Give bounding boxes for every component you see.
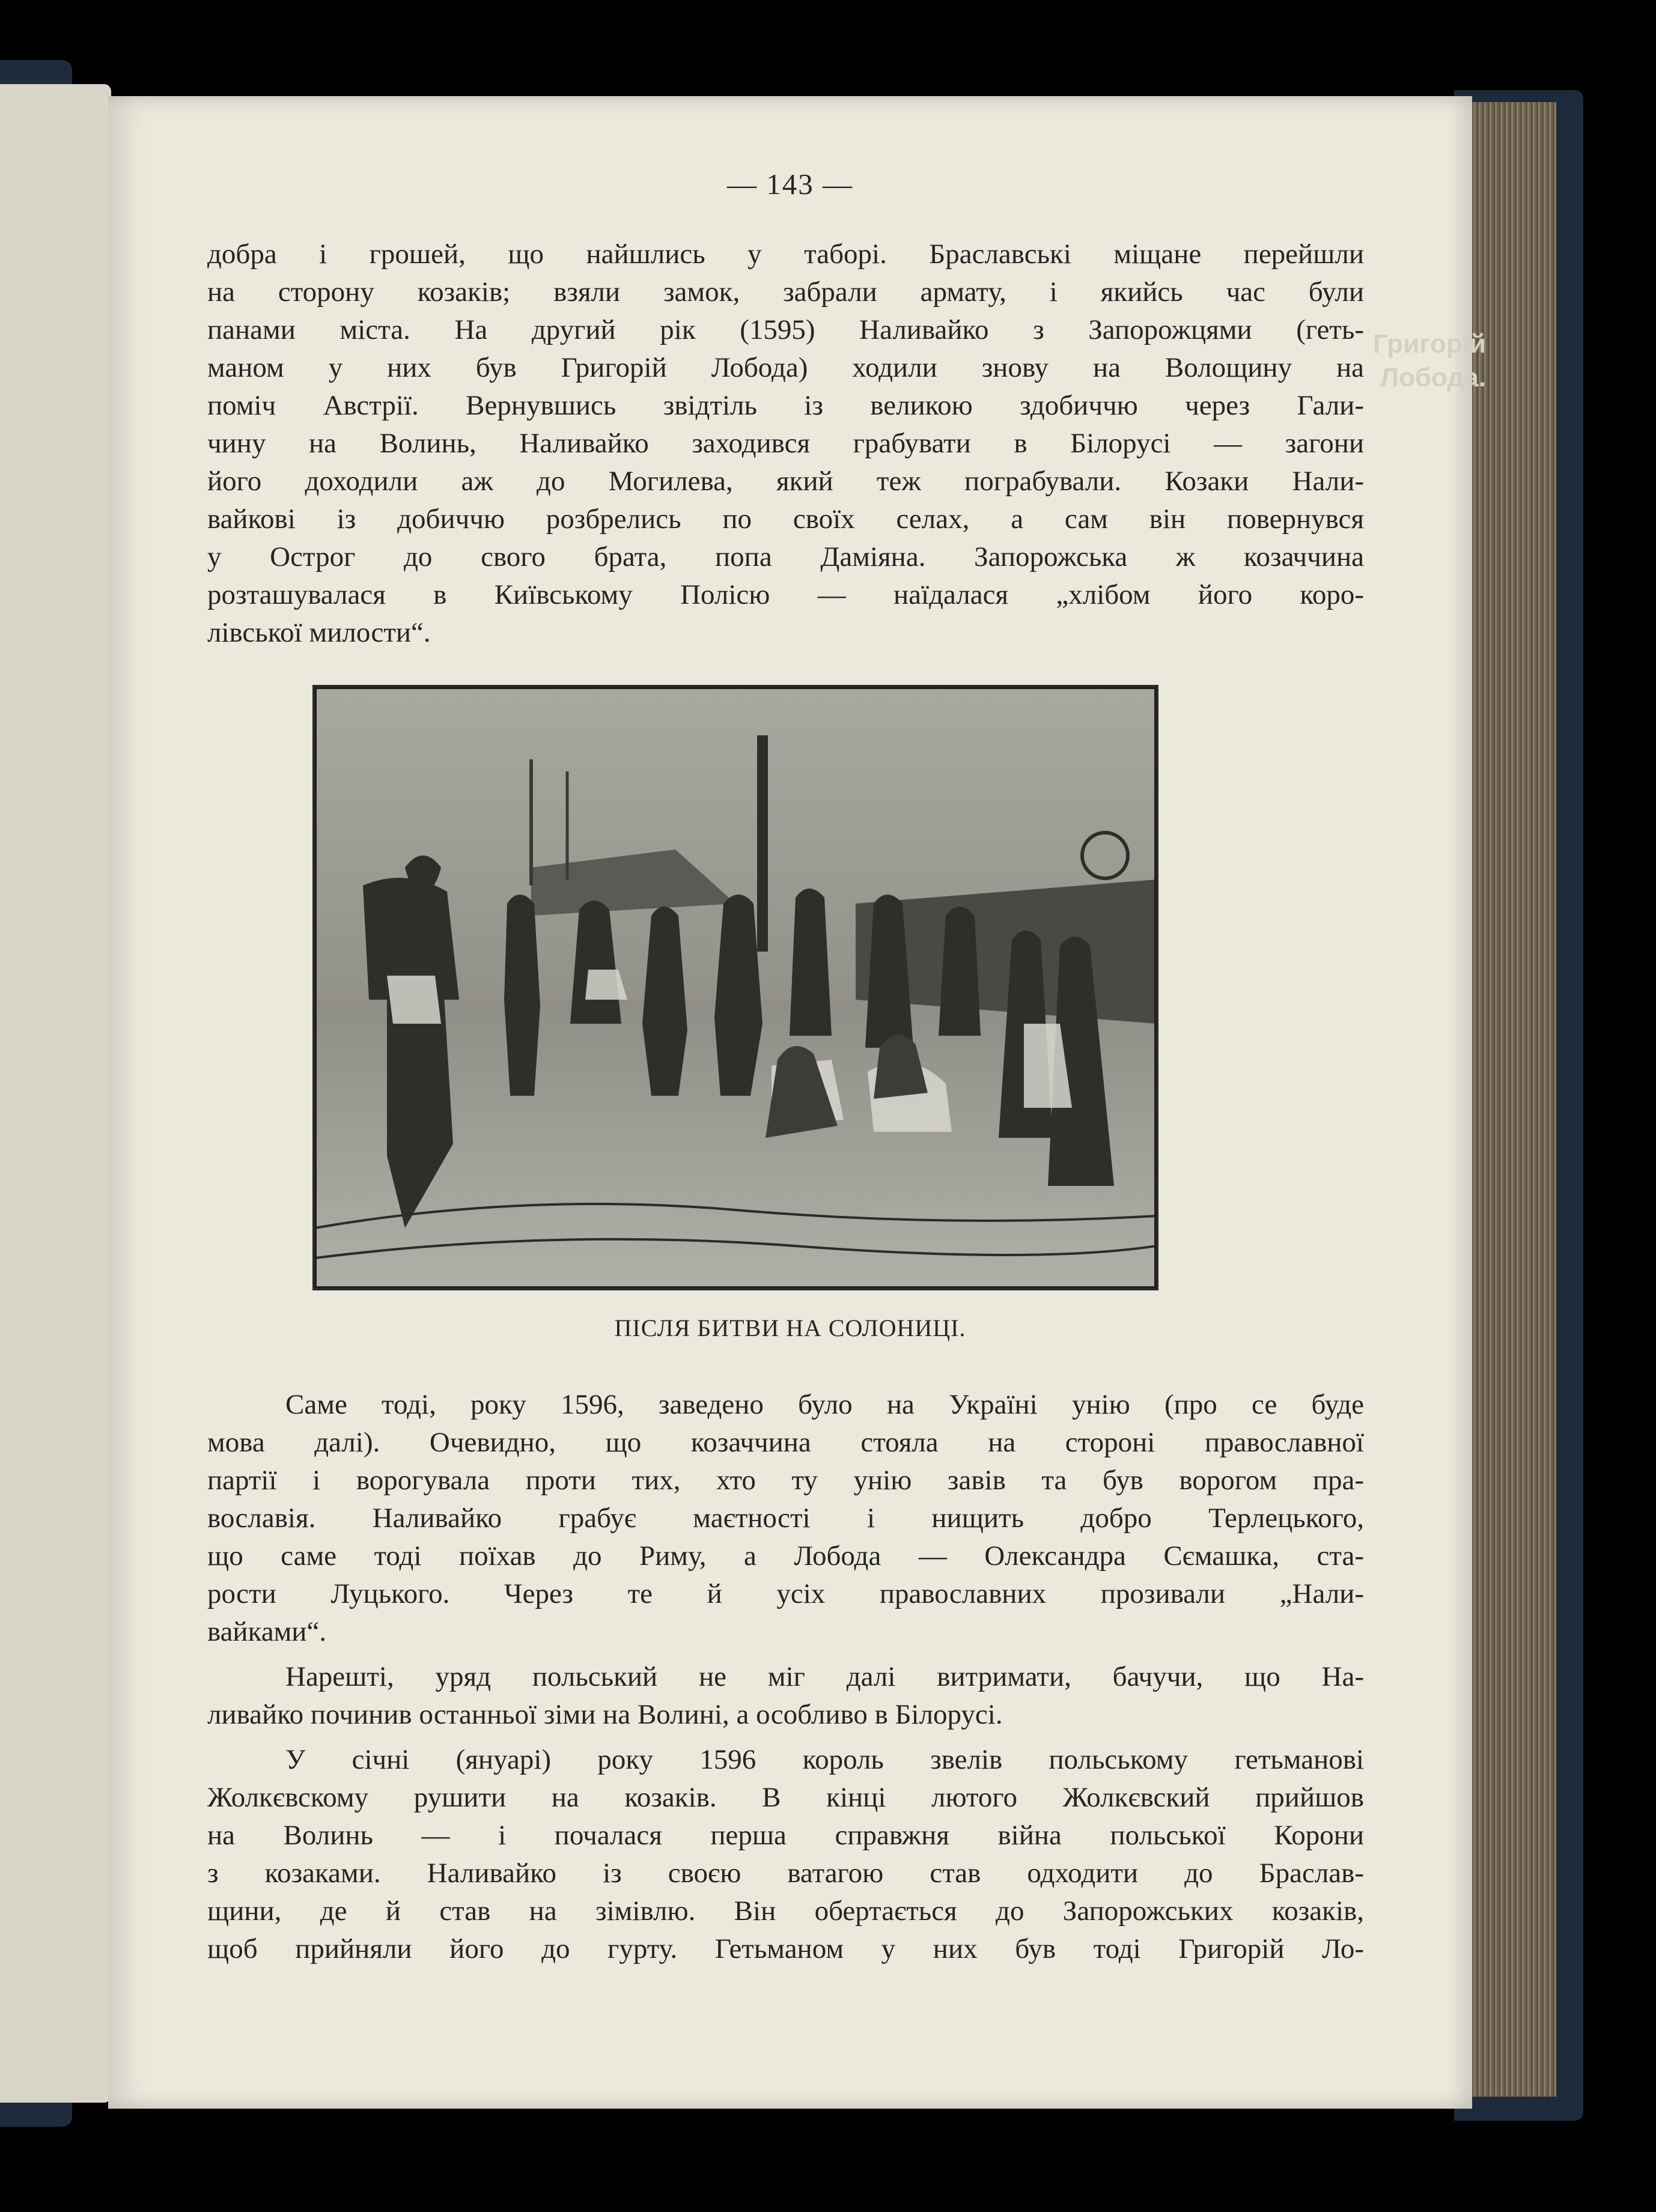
page-block-edges (1466, 102, 1556, 2097)
text-line: Жолкєвскому рушити на козаків. В кінці лютого Жолкєвский прийшов (207, 1782, 1364, 1813)
text-line: мова далі). Очевидно, що козаччина стояла на стороні православної (207, 1427, 1364, 1458)
text-line: Нарешті, уряд польський не міг далі витримати, бачучи, що На- (285, 1661, 1364, 1692)
left-page-edge (0, 84, 111, 2103)
text-line: його доходили аж до Могилева, який теж пограбували. Козаки Нали- (207, 466, 1364, 497)
margin-bleed-through (1373, 327, 1486, 395)
text-line: вославія. Наливайко грабує маєтності і нищить добро Терлецького, (207, 1503, 1364, 1534)
text-line: поміч Австрії. Вернувшись звідтіль із великою здобиччю через Гали- (207, 390, 1364, 421)
text-line: лівської милости“. (207, 617, 431, 648)
illustration-caption: ПІСЛЯ БИТВИ НА СОЛОНИЦІ. (614, 1314, 966, 1341)
text-line: вайкові із добиччю розбрелись по своїх селах, а сам він повернувся (207, 503, 1364, 535)
body-text (207, 1386, 1364, 1968)
illustration-after-battle (312, 685, 1158, 1290)
text-line: ливайко починив останньої зіми на Волині, а особливо в Білорусі. (207, 1699, 1003, 1730)
text-line: на сторону козаків; взяли замок, забрали армату, і якийсь час були (207, 276, 1364, 308)
bleed-line: Лобода. (1380, 363, 1486, 392)
top-paragraph (207, 235, 1364, 652)
text-line: Саме тоді, року 1596, заведено було на Україні унію (про се буде (285, 1389, 1364, 1420)
engraving-image (315, 687, 1156, 1288)
text-line: рости Луцького. Через те й усіх православних прозивали „Нали- (207, 1578, 1364, 1609)
text-line: панами міста. На другий рік (1595) Наливайко з Запорожцями (геть- (207, 314, 1364, 345)
page-number: — 143 — (727, 168, 853, 201)
text-line: у Острог до свого брата, попа Даміяна. Запорожська ж козаччина (207, 541, 1364, 573)
bleed-line: Григорій (1373, 329, 1486, 359)
text-line: добра і грошей, що найшлись у таборі. Браславські міщане перейшли (207, 239, 1364, 270)
text-line: з козаками. Наливайко із своєю ватагою став одходити до Браслав- (207, 1858, 1364, 1889)
text-line: що саме тоді поїхав до Риму, а Лобода — Олександра Сємашка, ста- (207, 1540, 1364, 1572)
text-line: партії і ворогувала проти тих, хто ту унію завів та був ворогом пра- (207, 1465, 1364, 1496)
paragraph-unia (207, 1386, 1364, 1651)
text-line: вайками“. (207, 1616, 327, 1647)
text-line: на Волинь — і почалася перша справжня війна польської Корони (207, 1820, 1364, 1851)
text-line: У січні (януарі) року 1596 король звелів польському гетьманові (285, 1744, 1364, 1775)
text-line: щоб прийняли його до гурту. Гетьманом у них був тоді Григорій Ло- (207, 1933, 1364, 1964)
paragraph-sichen (207, 1741, 1364, 1968)
paragraph-uryad (207, 1658, 1364, 1734)
text-line: розташувалася в Київському Полісю — наїдалася „хлібом його коро- (207, 579, 1364, 610)
text-line: щини, де й став на зімівлю. Він обертається до Запорожських козаків, (207, 1895, 1364, 1927)
book-page (108, 96, 1486, 2109)
text-line: чину на Волинь, Наливайко заходився грабувати в Білорусі — загони (207, 428, 1364, 459)
text-line: маном у них був Григорій Лобода) ходили знову на Волощину на (207, 352, 1364, 383)
